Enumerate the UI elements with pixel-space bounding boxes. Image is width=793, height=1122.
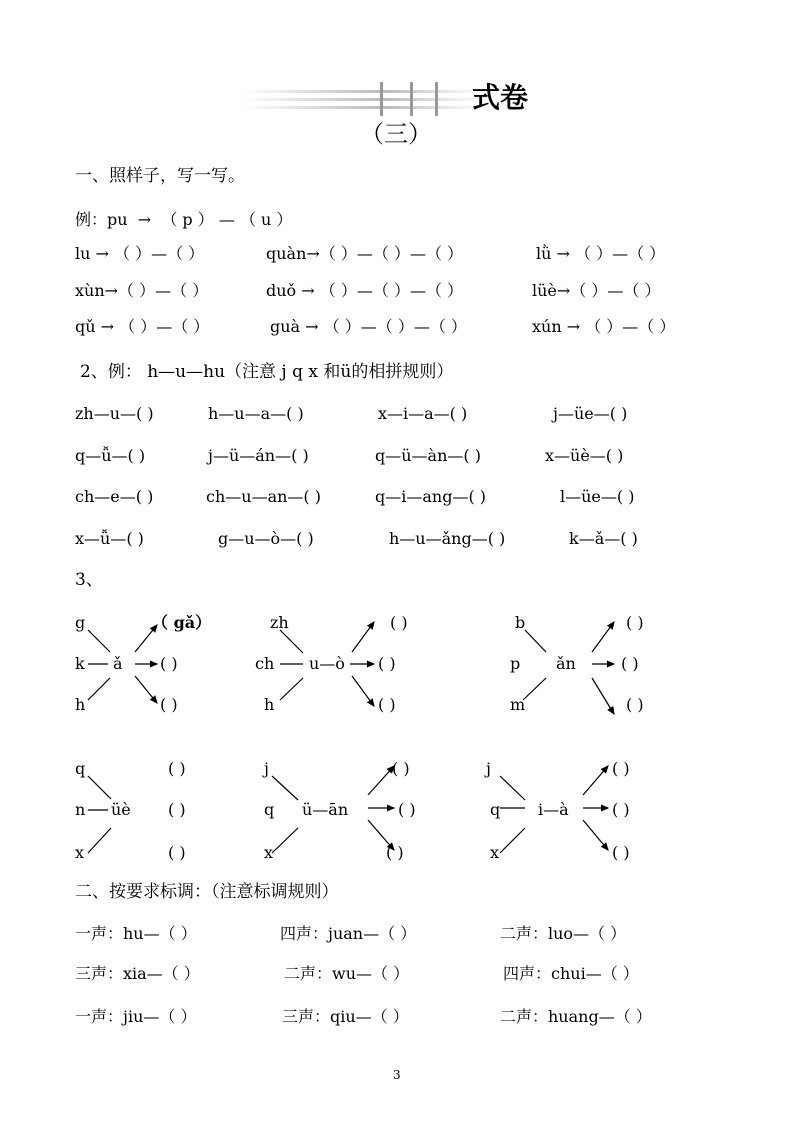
answer-blank[interactable]: ( ) (398, 800, 416, 819)
syllable: xùn (75, 281, 105, 300)
s1-row (75, 319, 209, 335)
s1-row (270, 319, 467, 335)
tone-item[interactable]: 三声：xia—（ ） (75, 964, 200, 983)
s2-item[interactable]: ch—u—an—( ) (206, 487, 321, 506)
arrow-icon: → (306, 244, 320, 263)
tone-item[interactable]: 四声：chui—（ ） (503, 964, 639, 983)
answer-slots[interactable]: （ ）—（ ）—（ ） (319, 244, 464, 263)
syllable: lǜ (536, 244, 552, 263)
answer-blank[interactable]: ( ) (168, 843, 186, 862)
initial-ch: ch (255, 654, 275, 673)
final-label: ǎ (113, 654, 123, 673)
page-title: 式卷 (472, 81, 529, 114)
s2-item[interactable]: l—üe—( ) (560, 487, 635, 506)
syllable: lüè (532, 281, 557, 300)
s2-item[interactable]: q—ü—àn—( ) (375, 446, 481, 465)
final-label: i—à (538, 800, 569, 819)
answer-slots[interactable]: （ ）—（ ）—（ ） (319, 281, 464, 300)
s2-item[interactable]: q—ǚ—( ) (75, 446, 146, 465)
s1-row (532, 283, 660, 299)
initial-h: h (264, 695, 275, 714)
s2-item[interactable]: zh—u—( ) (75, 404, 154, 423)
initial-x: x (75, 843, 85, 862)
initial-x: x (490, 843, 500, 862)
answer-blank[interactable]: ( ) (168, 759, 186, 778)
example-part2: （ u ） (239, 210, 293, 229)
syllable: qǔ (75, 317, 96, 336)
s1-row (536, 246, 665, 262)
answer-blank[interactable]: ( ) (378, 695, 396, 714)
section1-heading: 一、照样子，写一写。 (75, 166, 245, 186)
s2-item[interactable]: q—i—ang—( ) (375, 487, 487, 506)
stripe-graphic (240, 82, 480, 116)
initial-q: q (490, 800, 501, 819)
s1-row (266, 246, 463, 262)
s2-item[interactable]: x—i—a—( ) (378, 404, 468, 423)
initial-b: b (515, 613, 526, 632)
final-label: ǎn (556, 654, 576, 673)
arrow-icon: → (300, 317, 324, 336)
initial-j: j (264, 759, 269, 778)
s1-row (532, 319, 675, 335)
tone-item[interactable]: 三声：qiu—（ ） (282, 1007, 409, 1026)
example-label: 例：pu (75, 210, 128, 229)
final-label: üè (111, 800, 131, 819)
answer-blank[interactable]: ( ) (160, 654, 178, 673)
answer-blank[interactable]: ( ) (621, 654, 639, 673)
answer-blank[interactable]: ( ) (612, 800, 630, 819)
s2-item[interactable]: j—üe—( ) (553, 404, 628, 423)
s1-row (75, 246, 204, 262)
s2-item[interactable]: h—u—ǎng—( ) (389, 529, 506, 548)
final-label: u—ò (309, 654, 345, 673)
answer-slots[interactable]: （ ）—（ ） (119, 317, 210, 336)
initial-h: h (75, 695, 86, 714)
arrow-icon: → (561, 317, 586, 336)
answer-blank[interactable]: ( ) (626, 613, 644, 632)
syllable: xún (532, 317, 562, 336)
initial-q: q (264, 800, 275, 819)
initial-p: p (510, 654, 521, 673)
syllable: guà (270, 317, 301, 336)
initial-m: m (510, 695, 526, 714)
section4-heading: 二、按要求标调：（注意标调规则） (75, 882, 339, 902)
arrow-icon: → (296, 281, 320, 300)
example-part1: （ p ） (161, 210, 214, 229)
answer-slots[interactable]: （ ）—（ ） (114, 244, 205, 263)
initial-n: n (75, 800, 86, 819)
answer-slots[interactable]: （ ）—（ ）—（ ） (323, 317, 467, 336)
s2-item[interactable]: h—u—a—( ) (208, 404, 304, 423)
answer-slots[interactable]: （ ）—（ ） (570, 281, 661, 300)
answer-slots[interactable]: （ ）—（ ） (118, 281, 209, 300)
tone-item[interactable]: 二声：luo—（ ） (500, 924, 627, 943)
answer-slots[interactable]: （ ）—（ ） (575, 244, 666, 263)
s1-row (75, 283, 208, 299)
answer-blank[interactable]: ( ) (378, 654, 396, 673)
tone-item[interactable]: 二声：wu—（ ） (284, 964, 410, 983)
initial-j: j (486, 759, 491, 778)
initial-k: k (75, 654, 85, 673)
answer-blank[interactable]: ( ) (626, 695, 644, 714)
section3-heading: 3、 (75, 570, 103, 590)
arrow-icon: → (95, 317, 120, 336)
example-row (75, 212, 292, 228)
answer-blank[interactable]: ( ) (168, 800, 186, 819)
s1-row (266, 283, 463, 299)
s2-item[interactable]: g—u—ò—( ) (218, 529, 314, 548)
syllable: lu (75, 244, 91, 263)
arrow-icon: → (90, 244, 114, 263)
section2-heading: 2、例： h—u—hu（注意 j q x 和ü的相拼规则） (80, 362, 454, 382)
header-decoration (240, 82, 480, 116)
page-number: 3 (393, 1068, 401, 1082)
syllable: quàn (266, 244, 307, 263)
answer-blank[interactable]: ( ) (612, 843, 630, 862)
tone-item[interactable]: 一声：jiu—（ ） (75, 1007, 197, 1026)
syllable: duǒ (266, 281, 297, 300)
arrow-icon: → (132, 210, 157, 229)
s2-item[interactable]: x—ǚ—( ) (75, 529, 144, 548)
answer-blank[interactable]: ( ) (386, 843, 404, 862)
arrow-icon: → (104, 281, 119, 300)
s2-item[interactable]: x—üè—( ) (545, 446, 624, 465)
s2-item[interactable]: ch—e—( ) (75, 487, 154, 506)
example-dash: — (218, 210, 235, 229)
initial-g: g (75, 613, 86, 632)
answer-blank[interactable]: ( ) (160, 695, 178, 714)
arrow-icon: → (551, 244, 575, 263)
arrow-icon: → (556, 281, 571, 300)
tone-item[interactable]: 四声：juan—（ ） (280, 924, 417, 943)
tone-item[interactable]: 一声：hu—（ ） (75, 924, 197, 943)
final-label: ü—ān (302, 800, 349, 819)
answer-blank[interactable]: ( ) (612, 759, 630, 778)
s2-item[interactable]: k—ǎ—( ) (569, 529, 638, 548)
s2-item[interactable]: j—ü—án—( ) (208, 446, 309, 465)
tone-item[interactable]: 二声：huang—（ ） (500, 1007, 652, 1026)
answer-slots[interactable]: （ ）—（ ） (585, 317, 676, 336)
initial-x: x (264, 843, 274, 862)
initial-zh: zh (270, 613, 289, 632)
initial-q: q (75, 759, 86, 778)
page-subtitle: （三） (360, 120, 432, 148)
answer-blank[interactable]: ( ) (392, 759, 410, 778)
answer-blank[interactable]: ( ) (390, 613, 408, 632)
answer-example: （ gǎ） (152, 613, 212, 632)
